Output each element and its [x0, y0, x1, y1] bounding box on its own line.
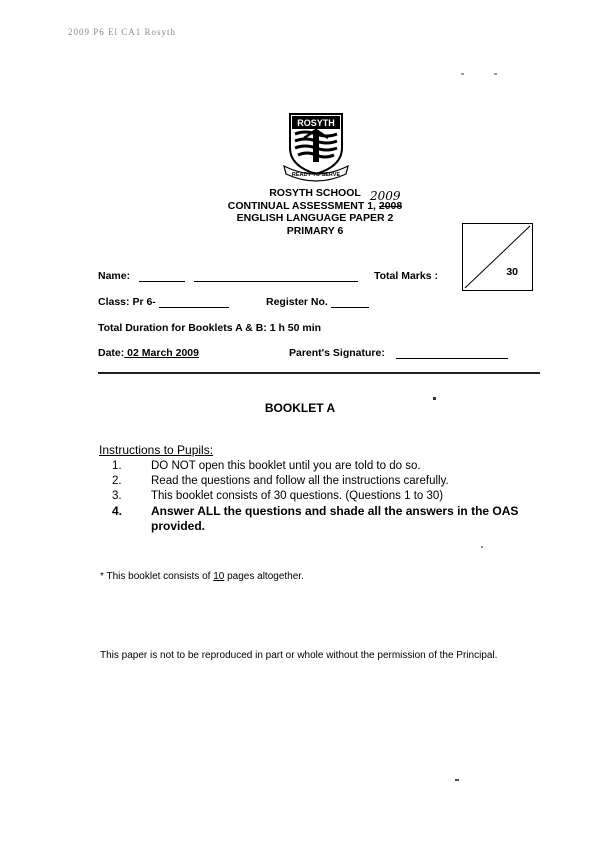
instruction-text: Answer ALL the questions and shade all the answers in the OAS provided.: [151, 504, 519, 533]
scan-speck: [494, 73, 497, 75]
pages-note-suffix: pages altogether.: [224, 571, 304, 582]
crest-motto: READY TO SERVE: [291, 172, 341, 178]
scan-speck: [461, 73, 464, 75]
class-value: Pr 6-: [132, 296, 156, 308]
date-value: 02 March 2009: [124, 347, 199, 359]
paper-title: ENGLISH LANGUAGE PAPER 2: [236, 212, 394, 224]
class-field[interactable]: [159, 297, 229, 308]
marks-diagonal: [463, 224, 532, 290]
register-field[interactable]: [331, 297, 369, 308]
instruction-number: 2.: [112, 475, 122, 487]
scan-speck: [481, 546, 483, 548]
instruction-text: This booklet consists of 30 questions. (Questions 1 to 30): [151, 490, 444, 502]
handwritten-year: 2009: [370, 188, 401, 203]
school-heading: [200, 187, 430, 237]
instruction-text: DO NOT open this booklet until you are told to do so.: [151, 460, 421, 472]
divider-line: [98, 372, 540, 374]
pages-count: 10: [213, 571, 225, 582]
total-marks-label: Total Marks :: [374, 270, 438, 282]
instruction-number: 1.: [112, 460, 122, 472]
name-label: Name:: [98, 270, 131, 282]
copyright-notice: This paper is not to be reproduced in part or whole without the permission of the Principal.: [100, 650, 498, 661]
register-row: [266, 296, 369, 308]
scan-speck: [433, 397, 436, 400]
scan-speck: [455, 779, 459, 781]
assessment-title: CONTINUAL ASSESSMENT 1,: [227, 199, 376, 212]
total-marks-box[interactable]: [462, 223, 533, 291]
instruction-item: [108, 459, 558, 474]
header-note: 2009 P6 El CA1 Rosyth: [68, 27, 177, 37]
level-title: PRIMARY 6: [286, 224, 344, 237]
instructions-title: Instructions to Pupils:: [99, 443, 214, 457]
instructions-list: [108, 459, 558, 534]
date-label: Date:: [98, 347, 125, 359]
struck-year: 2008: [378, 199, 403, 212]
pages-note-prefix: * This booklet consists of: [100, 571, 214, 582]
instruction-text: Read the questions and follow all the instructions carefully.: [151, 475, 449, 487]
instruction-item: [108, 504, 558, 534]
total-marks-max: 30: [506, 266, 518, 278]
name-row: [98, 270, 358, 282]
name-field-short[interactable]: [139, 271, 185, 282]
instruction-item: [108, 474, 558, 489]
register-label: Register No.: [266, 296, 328, 308]
pages-note: [100, 571, 304, 582]
duration-row: [98, 322, 321, 334]
booklet-title: BOOKLET A: [264, 401, 336, 415]
instruction-item: [108, 489, 558, 504]
instruction-number: 3.: [112, 490, 122, 502]
name-field[interactable]: [194, 271, 358, 282]
signature-field[interactable]: [396, 348, 508, 359]
signature-label: Parent's Signature:: [289, 347, 385, 359]
school-name: ROSYTH SCHOOL: [269, 187, 361, 199]
duration-label: Total Duration for Booklets A & B:: [98, 322, 267, 334]
signature-row: [289, 347, 508, 359]
crest-name: ROSYTH: [297, 118, 335, 128]
instruction-number: 4.: [112, 504, 123, 518]
school-crest: [280, 108, 352, 182]
class-label: Class:: [98, 296, 130, 308]
date-row: [98, 347, 199, 359]
class-row: [98, 296, 229, 308]
duration-value: 1 h 50 min: [269, 322, 322, 334]
